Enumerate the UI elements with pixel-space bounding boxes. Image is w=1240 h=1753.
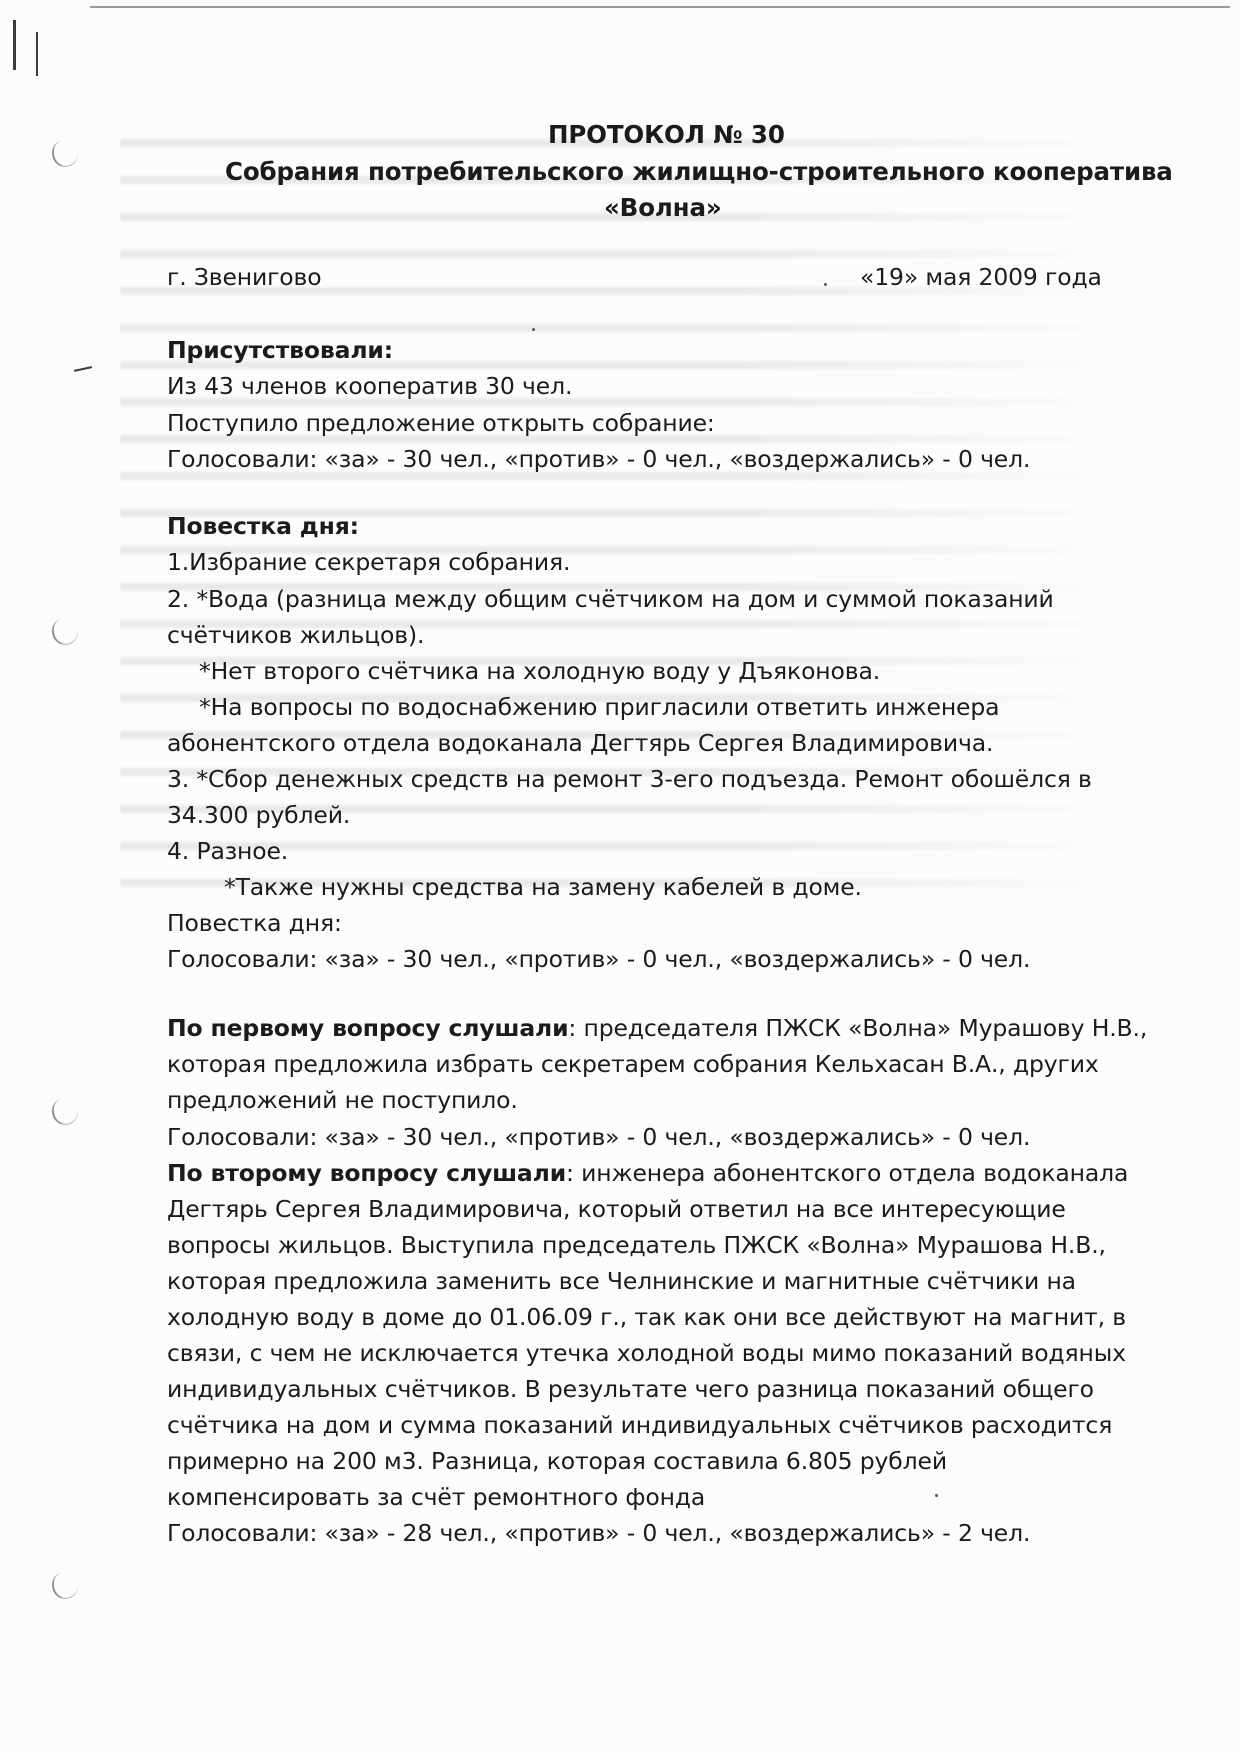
agenda-item-4: 4. Разное.: [167, 837, 289, 865]
present-count: Из 43 членов кооператив 30 чел.: [167, 372, 573, 400]
cooperative-name: «Волна»: [604, 193, 722, 222]
agenda-item-2-note-2: *На вопросы по водоснабжению пригласили ответить инженера: [199, 693, 1000, 721]
agenda-heading: Повестка дня:: [167, 512, 359, 540]
question-2-line-3: вопросы жильцов. Выступила председатель ПЖСК «Волна» Мурашова Н.В.,: [167, 1231, 1106, 1259]
agenda-item-3: 3. *Сбор денежных средств на ремонт 3-его подъезда. Ремонт обошёлся в: [167, 765, 1092, 793]
question-2-line-8: счётчика на дом и сумма показаний индивидуальных счётчиков расходится: [167, 1411, 1113, 1439]
question-2-lead: По второму вопросу слушали: [167, 1159, 567, 1187]
question-2-line-2: Дегтярь Сергея Владимировича, который ответил на все интересующие: [167, 1195, 1066, 1223]
question-1-line-2: которая предложила избрать секретарем собрания Кельхасан В.А., других: [167, 1050, 1099, 1078]
vote-agenda: Голосовали: «за» - 30 чел., «против» - 0 чел., «воздержались» - 0 чел.: [167, 945, 1031, 973]
question-2-line-7: индивидуальных счётчиков. В результате чего разница показаний общего: [167, 1375, 1094, 1403]
agenda-item-3-cont: 34.300 рублей.: [167, 801, 351, 829]
vote-question-1: Голосовали: «за» - 30 чел., «против» - 0 чел., «воздержались» - 0 чел.: [167, 1123, 1031, 1151]
question-2-line-1: [167, 1158, 1128, 1188]
agenda-item-2: 2. *Вода (разница между общим счётчиком на дом и суммой показаний: [167, 585, 1054, 613]
agenda-item-2-note-1: *Нет второго счётчика на холодную воду у Дъяконова.: [199, 657, 881, 685]
open-meeting-proposal: Поступило предложение открыть собрание:: [167, 409, 715, 437]
question-2-line-4: которая предложила заменить все Челнинские и магнитные счётчики на: [167, 1267, 1076, 1295]
meeting-date: «19» мая 2009 года: [860, 263, 1102, 291]
question-2-speaker: : инженера абонентского отдела водоканала: [566, 1159, 1129, 1187]
vote-question-2: Голосовали: «за» - 28 чел., «против» - 0 чел., «воздержались» - 2 чел.: [167, 1519, 1031, 1547]
meeting-city: г. Звенигово: [167, 263, 322, 291]
question-1-lead: По первому вопросу слушали: [167, 1014, 569, 1042]
agenda-item-2-cont: счётчиков жильцов).: [167, 621, 425, 649]
agenda-item-2-note-2-cont: абонентского отдела водоканала Дегтярь Сергея Владимировича.: [167, 729, 994, 757]
question-2-line-5: холодную воду в доме до 01.06.09 г., так как они все действуют на магнит, в: [167, 1303, 1126, 1331]
question-1-line-3: предложений не поступило.: [167, 1086, 518, 1114]
agenda-closing-label: Повестка дня:: [167, 909, 342, 937]
question-2-line-6: связи, с чем не исключается утечка холодной воды мимо показаний водяных: [167, 1339, 1126, 1367]
agenda-item-4-note: *Также нужны средства на замену кабелей в доме.: [224, 873, 862, 901]
protocol-title: ПРОТОКОЛ № 30: [548, 120, 785, 149]
question-2-line-10: компенсировать за счёт ремонтного фонда: [167, 1483, 706, 1511]
protocol-subtitle: Собрания потребительского жилищно-строительного кооператива: [225, 157, 1173, 186]
present-heading: Присутствовали:: [167, 336, 393, 364]
question-1-line-1: [167, 1013, 1147, 1043]
question-1-speaker: : председателя ПЖСК «Волна» Мурашову Н.В.,: [568, 1014, 1148, 1042]
agenda-item-1: 1.Избрание секретаря собрания.: [167, 548, 571, 576]
question-2-line-9: примерно на 200 м3. Разница, которая составила 6.805 рублей: [167, 1447, 947, 1475]
vote-open-meeting: Голосовали: «за» - 30 чел., «против» - 0 чел., «воздержались» - 0 чел.: [167, 445, 1031, 473]
